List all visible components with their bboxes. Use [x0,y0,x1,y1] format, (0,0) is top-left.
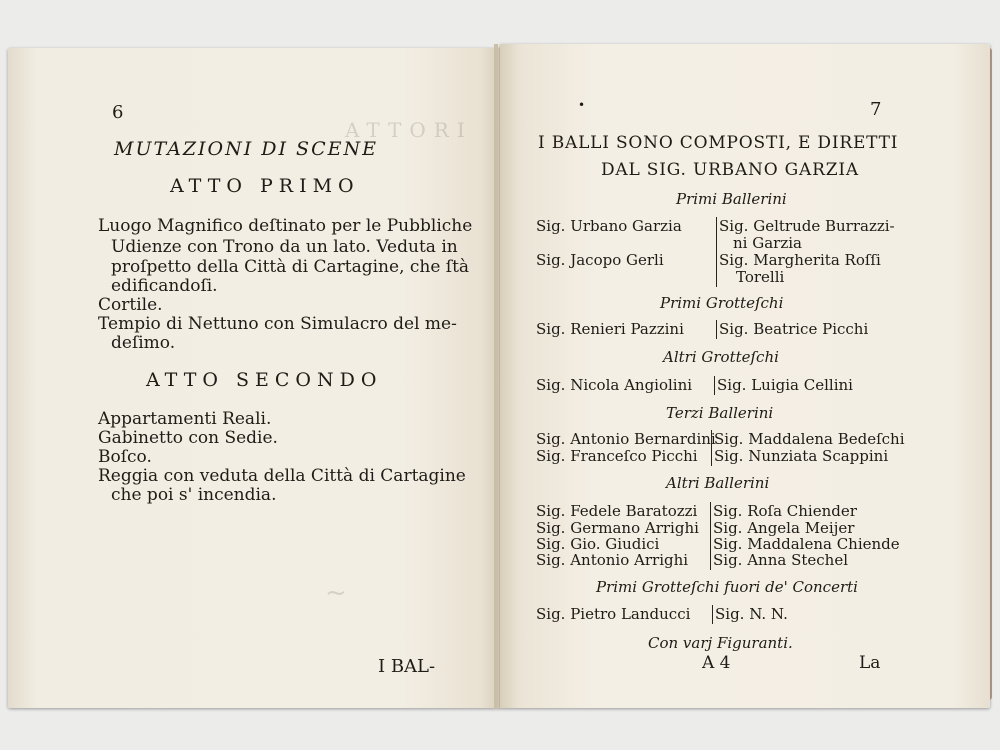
dancer-name: Sig. Urbano Garzia [536,217,682,235]
show-through-text: ATTORI [345,118,473,142]
dancer-name: Sig. Gio. Giudici [536,535,660,553]
section-heading: Terzi Ballerini [666,404,774,422]
dancer-name: Sig. Renieri Pazzini [536,320,684,338]
scene-line: proſpetto della Città di Cartagine, che ſtà [111,257,470,277]
section-heading: Primi Grotteſchi [660,294,784,312]
page-number-left: 6 [112,102,124,123]
dancer-name: Sig. Nicola Angiolini [536,376,693,394]
dancer-name: Sig. Geltrude Burrazzi- [716,217,895,236]
act2-title: ATTO SECONDO [146,369,383,391]
book-gutter [494,44,498,709]
scene-line: edificandoſi. [111,276,218,296]
page-title: I BALLI SONO COMPOSTI, E DIRETTI [538,133,899,153]
scene-line: Boſco. [98,447,152,467]
dancer-name: Sig. Anna Stechel [710,551,848,570]
dot-mark: • [578,98,586,112]
dancer-name: Sig. Angela Meijer [710,519,854,538]
dancer-name: Sig. Pietro Landucci [536,605,691,623]
section-heading: Altri Ballerini [666,474,770,492]
dancer-name: Sig. Germano Arrighi [536,519,699,537]
scene-line: Gabinetto con Sedie. [98,428,278,448]
act1-title: ATTO PRIMO [170,175,360,197]
dancer-name: Sig. Nunziata Scappini [711,447,888,466]
catchword-right: La [859,653,881,673]
dancer-name: Sig. Franceſco Picchi [536,447,698,465]
dancer-name: ni Garzia [716,234,802,253]
dancer-name: Sig. Beatrice Picchi [716,320,868,339]
page-subtitle: DAL SIG. URBANO GARZIA [601,160,859,180]
signature-mark: A 4 [702,653,731,673]
scene-line: Tempio di Nettuno con Simulacro del me- [98,314,457,334]
section-heading: Primi Ballerini [676,190,787,208]
show-through-text: ~ [325,578,347,608]
scene-line: deſimo. [111,333,176,353]
scene-line: Cortile. [98,295,163,315]
section-heading: Primi Grotteſchi fuori de' Concerti [596,578,858,596]
closing-note: Con varj Figuranti. [648,634,793,652]
scene-line: Appartamenti Reali. [98,409,272,429]
page-number-right: 7 [870,99,882,120]
scene-line: Udienze con Trono da un lato. Veduta in [111,237,458,257]
scene-line: Luogo Magnifico deſtinato per le Pubbliche [98,216,473,236]
dancer-name: Torelli [716,268,784,287]
catchword-left: I BAL- [378,656,436,677]
dancer-name: Sig. Luigia Cellini [714,376,853,395]
scene-line: Reggia con veduta della Città di Cartagine [98,466,466,486]
dancer-name: Sig. Jacopo Gerli [536,251,664,269]
scene-line: che poi s' incendia. [111,485,277,505]
dancer-name: Sig. N. N. [712,605,788,624]
dancer-name: Sig. Margherita Roſſi [716,251,881,270]
dancer-name: Sig. Maddalena Bedeſchi [711,430,905,449]
dancer-name: Sig. Fedele Baratozzi [536,502,698,520]
dancer-name: Sig. Roſa Chiender [710,502,857,521]
section-heading: Altri Grotteſchi [663,348,779,366]
dancer-name: Sig. Antonio Bernardini [536,430,716,448]
page-title: MUTAZIONI DI SCENE [114,138,378,160]
dancer-name: Sig. Maddalena Chiende [710,535,900,554]
dancer-name: Sig. Antonio Arrighi [536,551,689,569]
